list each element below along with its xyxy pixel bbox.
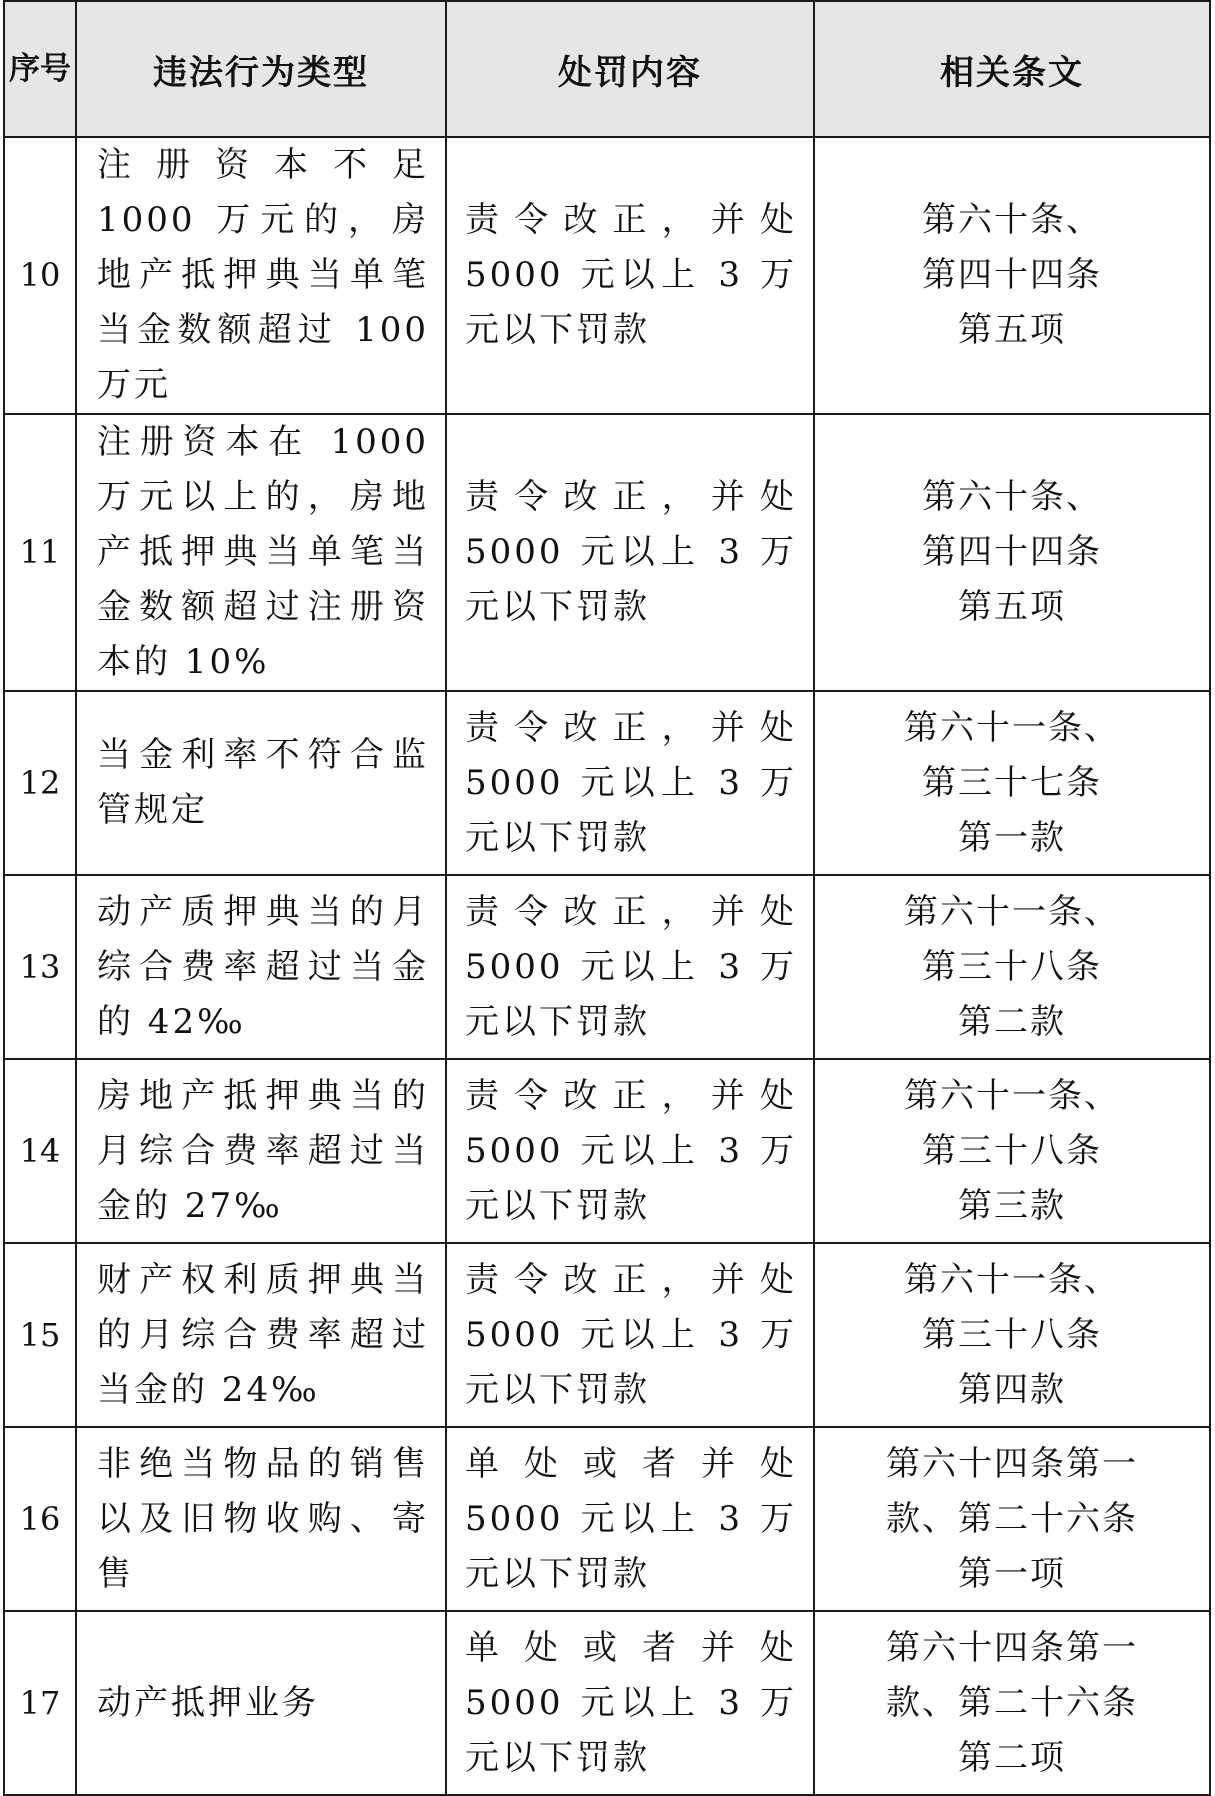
row-seq: 17 <box>4 1611 76 1795</box>
row-violation: 注册资本在 1000 万元以上的，房地产抵押典当单笔当金数额超过注册资本的 10% <box>76 414 446 691</box>
table-row <box>4 691 1210 875</box>
row-articles <box>814 691 1210 875</box>
row-seq: 14 <box>4 1059 76 1243</box>
article-line: 第五项 <box>958 587 1066 627</box>
document-page <box>3 0 1209 1778</box>
table-row <box>4 1427 1210 1611</box>
table-row <box>4 875 1210 1059</box>
article-line: 款、第二十六条 <box>886 1498 1138 1539</box>
row-penalty: 责令改正，并处 5000 元以上 3 万元以下罚款 <box>446 875 814 1059</box>
row-seq: 10 <box>4 137 76 414</box>
row-articles <box>814 1427 1210 1611</box>
article-line: 第四款 <box>958 1369 1066 1410</box>
table-row <box>4 1611 1210 1795</box>
row-seq: 16 <box>4 1427 76 1611</box>
row-seq: 15 <box>4 1243 76 1427</box>
row-articles <box>814 1611 1210 1795</box>
article-line: 第六十条、 <box>922 477 1102 517</box>
table-row <box>4 137 1210 414</box>
row-violation: 当金利率不符合监管规定 <box>76 691 446 875</box>
article-line: 第六十四条第一 <box>886 1443 1138 1484</box>
row-penalty: 单处或者并处 5000 元以上 3 万元以下罚款 <box>446 1427 814 1611</box>
header-articles: 相关条文 <box>814 1 1210 137</box>
row-penalty: 责令改正，并处 5000 元以上 3 万元以下罚款 <box>446 691 814 875</box>
row-violation: 非绝当物品的销售以及旧物收购、寄售 <box>76 1427 446 1611</box>
article-line: 第三十八条 <box>922 1130 1102 1171</box>
header-penalty: 处罚内容 <box>446 1 814 137</box>
row-penalty: 单处或者并处 5000 元以上 3 万元以下罚款 <box>446 1611 814 1795</box>
row-violation: 房地产抵押典当的月综合费率超过当金的 27‰ <box>76 1059 446 1243</box>
article-line: 第六十一条、 <box>904 707 1120 748</box>
row-seq: 11 <box>4 414 76 691</box>
penalty-table <box>3 0 1211 1796</box>
article-line: 第六十一条、 <box>904 891 1120 932</box>
article-line: 第一项 <box>958 1553 1066 1594</box>
row-articles <box>814 1243 1210 1427</box>
row-violation: 注册资本不足 1000 万元的，房地产抵押典当单笔当金数额超过 100 万元 <box>76 137 446 414</box>
row-articles <box>814 1059 1210 1243</box>
article-line: 第五项 <box>958 310 1066 350</box>
article-line: 第三十八条 <box>922 946 1102 987</box>
article-line: 第二项 <box>958 1737 1066 1778</box>
row-violation: 动产抵押业务 <box>76 1611 446 1795</box>
article-line: 第四十四条 <box>922 532 1102 572</box>
article-line: 第六十一条、 <box>904 1259 1120 1300</box>
article-line: 第三十八条 <box>922 1314 1102 1355</box>
row-penalty: 责令改正，并处 5000 元以上 3 万元以下罚款 <box>446 137 814 414</box>
article-line: 第六十一条、 <box>904 1075 1120 1116</box>
row-articles <box>814 414 1210 691</box>
row-articles <box>814 137 1210 414</box>
row-penalty: 责令改正，并处 5000 元以上 3 万元以下罚款 <box>446 1059 814 1243</box>
article-line: 第六十四条第一 <box>886 1627 1138 1668</box>
article-line: 第二款 <box>958 1001 1066 1042</box>
table-header-row <box>4 1 1210 137</box>
row-violation: 动产质押典当的月综合费率超过当金的 42‰ <box>76 875 446 1059</box>
table-row <box>4 1059 1210 1243</box>
article-line: 第一款 <box>958 817 1066 858</box>
table-row <box>4 1243 1210 1427</box>
article-line: 第三款 <box>958 1185 1066 1226</box>
row-penalty: 责令改正，并处 5000 元以上 3 万元以下罚款 <box>446 414 814 691</box>
row-seq: 12 <box>4 691 76 875</box>
article-line: 款、第二十六条 <box>886 1682 1138 1723</box>
header-violation: 违法行为类型 <box>76 1 446 137</box>
article-line: 第四十四条 <box>922 255 1102 295</box>
article-line: 第六十条、 <box>922 200 1102 240</box>
header-seq: 序号 <box>4 1 76 137</box>
row-violation: 财产权利质押典当的月综合费率超过当金的 24‰ <box>76 1243 446 1427</box>
row-articles <box>814 875 1210 1059</box>
table-row <box>4 414 1210 691</box>
article-line: 第三十七条 <box>922 762 1102 803</box>
row-seq: 13 <box>4 875 76 1059</box>
row-penalty: 责令改正，并处 5000 元以上 3 万元以下罚款 <box>446 1243 814 1427</box>
